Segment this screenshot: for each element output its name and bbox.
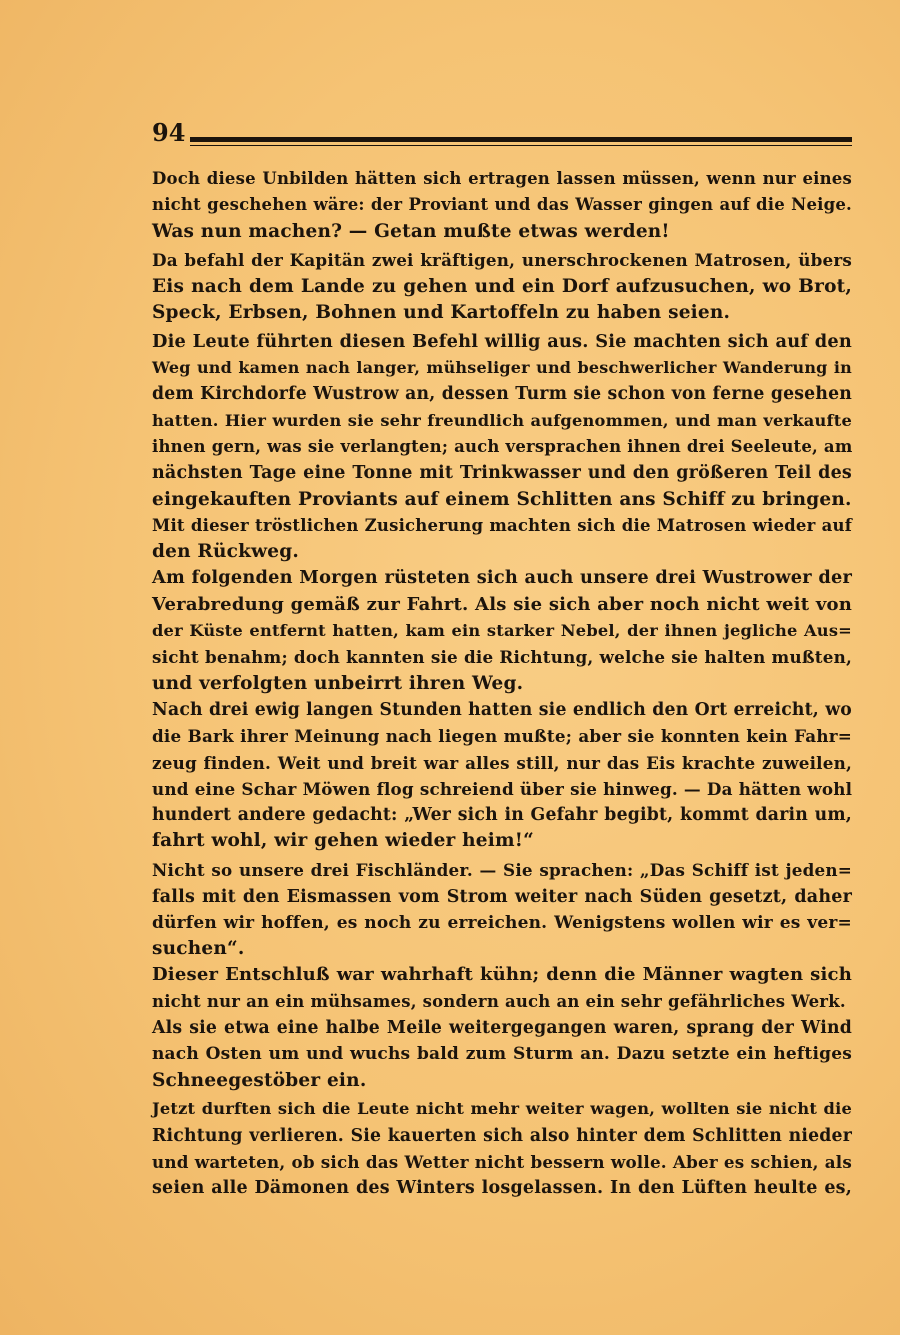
text-line: Dieser Entschluß war wahrhaft kühn; denn die Männer wagten sich <box>152 964 852 986</box>
text-line: nicht nur an ein mühsames, sondern auch an ein sehr gefährliches Werk. <box>152 991 846 1011</box>
text-line: und verfolgten unbeirrt ihren Weg. <box>152 672 524 694</box>
text-line: Mit dieser tröstlichen Zusicherung machten sich die Matrosen wieder auf <box>152 515 852 535</box>
header-rule-thin <box>190 145 852 146</box>
text-line: Was nun machen? — Getan mußte etwas werden! <box>152 220 670 242</box>
text-line: eingekauften Proviants auf einem Schlitten ans Schiff zu bringen. <box>152 488 852 510</box>
text-line: zeug finden. Weit und breit war alles still, nur das Eis krachte zuweilen, <box>152 752 852 773</box>
text-line: Weg und kamen nach langer, mühseliger und beschwerlicher Wanderung in <box>152 358 852 378</box>
text-line: die Bark ihrer Meinung nach liegen mußte; aber sie konnten kein Fahr= <box>152 726 852 747</box>
text-line: Richtung verlieren. Sie kauerten sich also hinter dem Schlitten nieder <box>152 1125 852 1146</box>
text-line: Jetzt durften sich die Leute nicht mehr weiter wagen, wollten sie nicht die <box>152 1099 852 1119</box>
text-line: fahrt wohl, wir gehen wieder heim!“ <box>152 830 534 852</box>
text-line: Die Leute führten diesen Befehl willig aus. Sie machten sich auf den <box>152 330 852 352</box>
text-line: dem Kirchdorfe Wustrow an, dessen Turm sie schon von ferne gesehen <box>152 384 852 405</box>
text-line: suchen“. <box>152 938 245 960</box>
text-line: Speck, Erbsen, Bohnen und Kartoffeln zu haben seien. <box>152 301 731 323</box>
text-line: Verabredung gemäß zur Fahrt. Als sie sich aber noch nicht weit von <box>152 593 852 615</box>
header-rule <box>190 137 852 142</box>
text-line: und eine Schar Möwen flog schreiend über sie hinweg. — Da hätten wohl <box>152 778 853 799</box>
text-line: und warteten, ob sich das Wetter nicht bessern wolle. Aber es schien, als <box>152 1151 852 1172</box>
text-line: falls mit den Eismassen vom Strom weiter nach Süden gesetzt, daher <box>152 886 852 907</box>
text-line: nicht geschehen wäre: der Proviant und das Wasser gingen auf die Neige. <box>152 195 852 215</box>
text-line: Nicht so unsere drei Fischländer. — Sie sprachen: „Das Schiff ist jeden= <box>152 860 852 881</box>
text-line: seien alle Dämonen des Winters losgelassen. In den Lüften heulte es, <box>152 1178 852 1199</box>
text-line: nächsten Tage eine Tonne mit Trinkwasser und den größeren Teil des <box>152 463 852 484</box>
text-line: hundert andere gedacht: „Wer sich in Gefahr begibt, kommt darin um, <box>152 805 852 826</box>
text-line: nach Osten um und wuchs bald zum Sturm an. Dazu setzte ein heftiges <box>152 1044 852 1065</box>
text-line: Da befahl der Kapitän zwei kräftigen, unerschrockenen Matrosen, übers <box>152 250 852 271</box>
text-line: ihnen gern, was sie verlangten; auch versprachen ihnen drei Seeleute, am <box>152 436 853 456</box>
text-line: Eis nach dem Lande zu gehen und ein Dorf aufzusuchen, wo Brot, <box>152 275 852 297</box>
page-header <box>152 118 852 148</box>
body-text <box>152 166 852 1202</box>
text-line: Am folgenden Morgen rüsteten sich auch unsere drei Wustrower der <box>152 567 852 589</box>
text-line: Nach drei ewig langen Stunden hatten sie endlich den Ort erreicht, wo <box>152 699 852 720</box>
text-line: hatten. Hier wurden sie sehr freundlich aufgenommen, und man verkaufte <box>152 410 852 430</box>
text-line: Doch diese Unbilden hätten sich ertragen lassen müssen, wenn nur eines <box>152 169 852 188</box>
text-line: der Küste entfernt hatten, kam ein starker Nebel, der ihnen jegliche Aus= <box>152 621 852 641</box>
text-line: Als sie etwa eine halbe Meile weitergegangen waren, sprang der Wind <box>152 1018 852 1038</box>
page-number: 94 <box>152 118 186 147</box>
text-line: dürfen wir hoffen, es noch zu erreichen. Wenigstens wollen wir es ver= <box>152 912 852 933</box>
text-line: den Rückweg. <box>152 541 299 563</box>
text-line: Schneegestöber ein. <box>152 1069 367 1091</box>
text-line: sicht benahm; doch kannten sie die Richtung, welche sie halten mußten, <box>152 647 852 668</box>
